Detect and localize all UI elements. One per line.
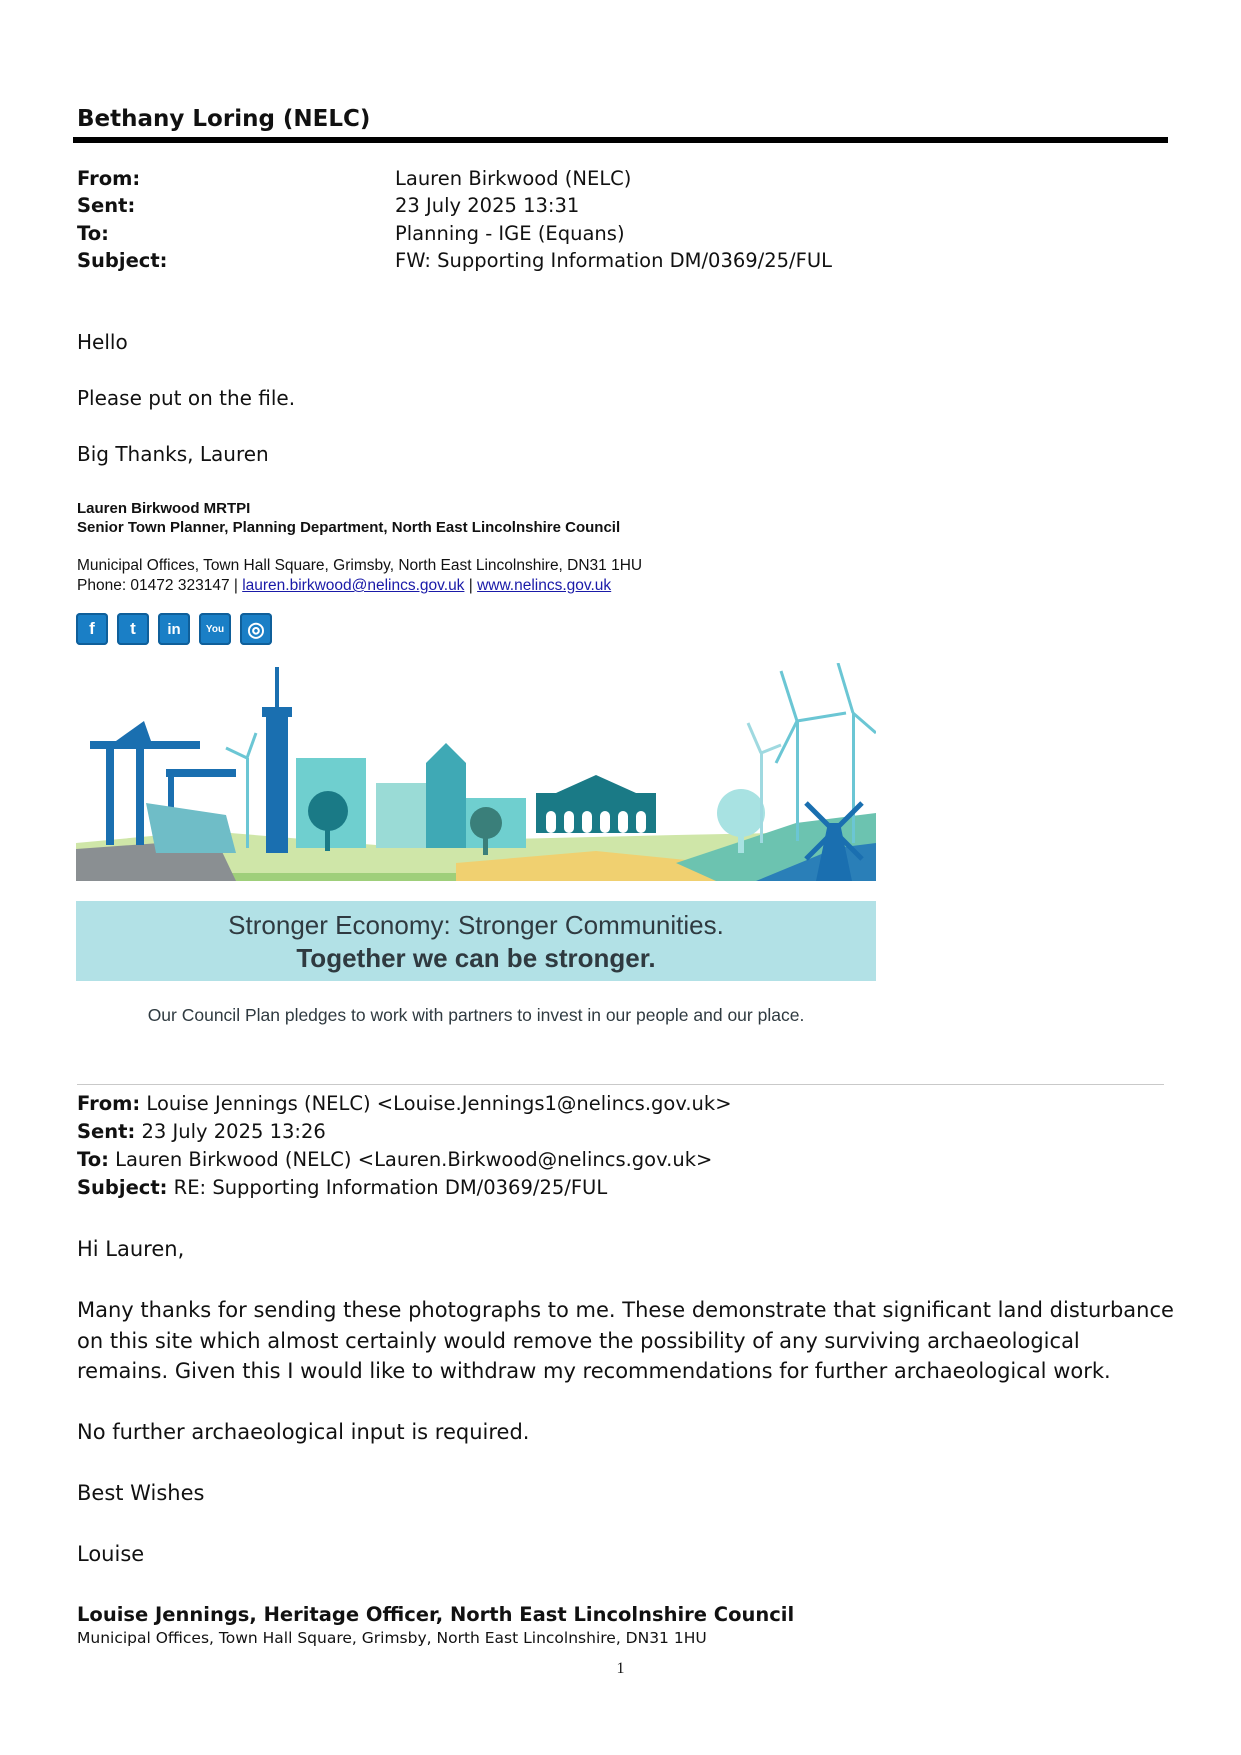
header-subject-value: FW: Supporting Information DM/0369/25/FUL bbox=[395, 249, 832, 272]
link-separator: | bbox=[464, 577, 478, 594]
forwarded-sent bbox=[77, 1120, 326, 1143]
youtube-icon[interactable]: You bbox=[199, 613, 231, 645]
header-subject-label: Subject: bbox=[77, 249, 168, 272]
message-closing: Best Wishes bbox=[77, 1481, 205, 1505]
sender-signature-name: Louise Jennings, Heritage Officer, North East Lincolnshire Council bbox=[77, 1603, 795, 1626]
banner-headline-1: Stronger Economy: Stronger Communities. bbox=[228, 910, 724, 940]
facebook-icon[interactable]: f bbox=[76, 613, 108, 645]
title-rule bbox=[73, 137, 1168, 143]
header-from-label: From: bbox=[77, 167, 141, 190]
header-sent-value: 23 July 2025 13:31 bbox=[395, 194, 580, 217]
forwarded-sent-label: Sent: bbox=[77, 1120, 136, 1143]
signature-address: Municipal Offices, Town Hall Square, Grimsby, North East Lincolnshire, DN31 1HU bbox=[77, 557, 643, 574]
header-to-value: Planning - IGE (Equans) bbox=[395, 222, 625, 245]
signature-contact bbox=[77, 577, 611, 595]
twitter-icon[interactable]: t bbox=[117, 613, 149, 645]
signature-role: Senior Town Planner, Planning Department, North East Lincolnshire Council bbox=[77, 519, 621, 536]
header-from-value: Lauren Birkwood (NELC) bbox=[395, 167, 632, 190]
forwarded-from-value: Louise Jennings (NELC) <Louise.Jennings1@nelincs.gov.uk> bbox=[140, 1092, 732, 1115]
banner-illustration bbox=[76, 663, 876, 881]
message-name: Louise bbox=[77, 1542, 145, 1566]
email-link[interactable]: lauren.birkwood@nelincs.gov.uk bbox=[242, 577, 465, 594]
document-title: Bethany Loring (NELC) bbox=[77, 106, 371, 132]
header-sent-label: Sent: bbox=[77, 194, 136, 217]
signature-name: Lauren Birkwood MRTPI bbox=[77, 500, 251, 517]
message-paragraph: Many thanks for sending these photographs to me. These demonstrate that significant land disturbance on this site which almost certainly would remove the possibility of any surviving archaeological remains. Given this I would like to withdraw my recommendations for further archaeological work. bbox=[77, 1298, 1174, 1383]
forwarded-subject bbox=[77, 1176, 607, 1199]
forwarded-to-value: Lauren Birkwood (NELC) <Lauren.Birkwood@nelincs.gov.uk> bbox=[108, 1148, 713, 1171]
instagram-icon[interactable]: ◎ bbox=[240, 613, 272, 645]
social-icons bbox=[76, 613, 272, 645]
header-to-label: To: bbox=[77, 222, 109, 245]
body-signoff: Big Thanks, Lauren bbox=[77, 442, 269, 466]
body-greeting: Hello bbox=[77, 330, 128, 354]
forwarded-subject-value: RE: Supporting Information DM/0369/25/FUL bbox=[167, 1176, 608, 1199]
message-divider bbox=[77, 1084, 1164, 1085]
council-banner bbox=[76, 663, 876, 1033]
banner-headline-2: Together we can be stronger. bbox=[296, 943, 656, 973]
message-greeting: Hi Lauren, bbox=[77, 1237, 185, 1261]
page-number: 1 bbox=[616, 1660, 625, 1677]
message-line: No further archaeological input is required. bbox=[77, 1420, 530, 1444]
signature-phone: Phone: 01472 323147 | bbox=[77, 577, 243, 594]
sender-signature-address: Municipal Offices, Town Hall Square, Grimsby, North East Lincolnshire, DN31 1HU bbox=[77, 1629, 707, 1647]
forwarded-subject-label: Subject: bbox=[77, 1176, 168, 1199]
linkedin-icon[interactable]: in bbox=[158, 613, 190, 645]
website-link[interactable]: www.nelincs.gov.uk bbox=[477, 577, 612, 594]
body-line: Please put on the file. bbox=[77, 386, 296, 410]
forwarded-to bbox=[77, 1148, 712, 1171]
forwarded-sent-value: 23 July 2025 13:26 bbox=[135, 1120, 326, 1143]
forwarded-from bbox=[77, 1092, 732, 1115]
forwarded-from-label: From: bbox=[77, 1092, 141, 1115]
forwarded-to-label: To: bbox=[77, 1148, 109, 1171]
banner-tagline: Our Council Plan pledges to work with partners to invest in our people and our place. bbox=[147, 1005, 805, 1025]
